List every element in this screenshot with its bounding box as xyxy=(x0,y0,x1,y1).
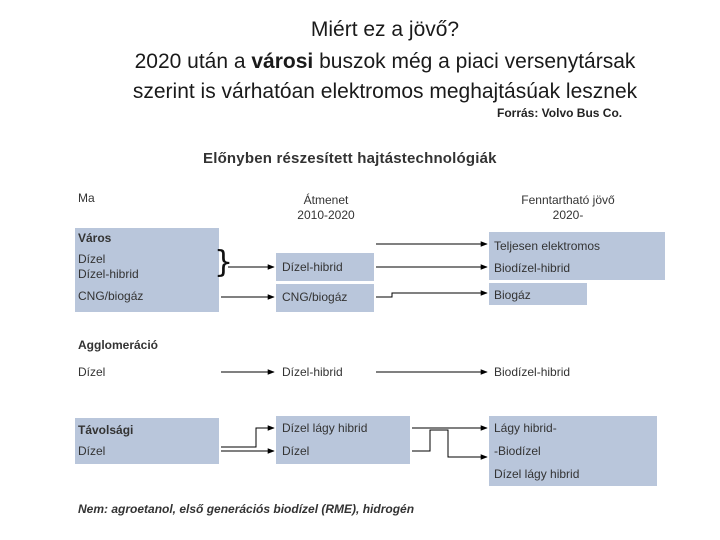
agglo-ma: Dízel xyxy=(78,365,106,379)
footnote: Nem: agroetanol, első generációs biodízel (RME), hidrogén xyxy=(78,502,415,516)
varos-heading: Város xyxy=(78,231,112,245)
atmenet-years: 2010-2020 xyxy=(297,208,355,222)
varos-ma-item-3: CNG/biogáz xyxy=(78,289,144,303)
varos-jovo-item-3: Biogáz xyxy=(494,288,531,302)
agglo-jovo: Biodízel-hibrid xyxy=(494,365,571,379)
slide-title-line-3: szerint is várhatóan elektromos meghajtásúak lesznek xyxy=(132,80,638,103)
tavolsagi-jovo-item-2: -Biodízel xyxy=(494,444,541,458)
title-line-2-post: buszok még a piaci versenytársak xyxy=(313,50,636,73)
source-note: Forrás: Volvo Bus Co. xyxy=(497,106,623,120)
varos-jovo-item-1: Teljesen elektromos xyxy=(494,239,601,253)
tavolsagi-jovo-item-1: Lágy hibrid- xyxy=(494,421,557,435)
tavolsagi-atmenet-item-2: Dízel xyxy=(282,444,310,458)
arrow-tavolsagi-ma-to-lagy xyxy=(221,428,274,447)
varos-jovo-item-2: Biodízel-hibrid xyxy=(494,261,571,275)
agglo-heading: Agglomeráció xyxy=(78,338,159,352)
varos-ma-item-1: Dízel xyxy=(78,252,106,266)
atmenet-label: Átmenet xyxy=(303,193,349,207)
tavolsagi-heading: Távolsági xyxy=(78,423,134,437)
title-line-2-pre: 2020 után a xyxy=(134,50,252,73)
tavolsagi-atmenet-item-1: Dízel lágy hibrid xyxy=(282,421,368,435)
slide-title-line-1: Miért ez a jövő? xyxy=(310,18,460,41)
varos-atmenet-item-2: CNG/biogáz xyxy=(282,290,348,304)
varos-ma-item-2: Dízel-hibrid xyxy=(78,267,139,281)
tavolsagi-ma: Dízel xyxy=(78,444,106,458)
arrow-varos-to-biogaz xyxy=(376,293,487,297)
column-header-ma: Ma xyxy=(78,191,95,205)
agglo-atmenet: Dízel-hibrid xyxy=(282,365,343,379)
title-line-2-bold: városi xyxy=(251,50,314,73)
arrow-tavolsagi-dizel-to-jovo xyxy=(412,430,487,457)
jovo-years: 2020- xyxy=(552,208,584,222)
jovo-label: Fenntartható jövő xyxy=(521,193,615,207)
diagram-title: Előnyben részesített hajtástechnológiák xyxy=(203,150,497,167)
varos-atmenet-item-1: Dízel-hibrid xyxy=(282,260,343,274)
tavolsagi-jovo-item-3: Dízel lágy hibrid xyxy=(494,467,580,481)
brace-icon: } xyxy=(214,245,234,280)
